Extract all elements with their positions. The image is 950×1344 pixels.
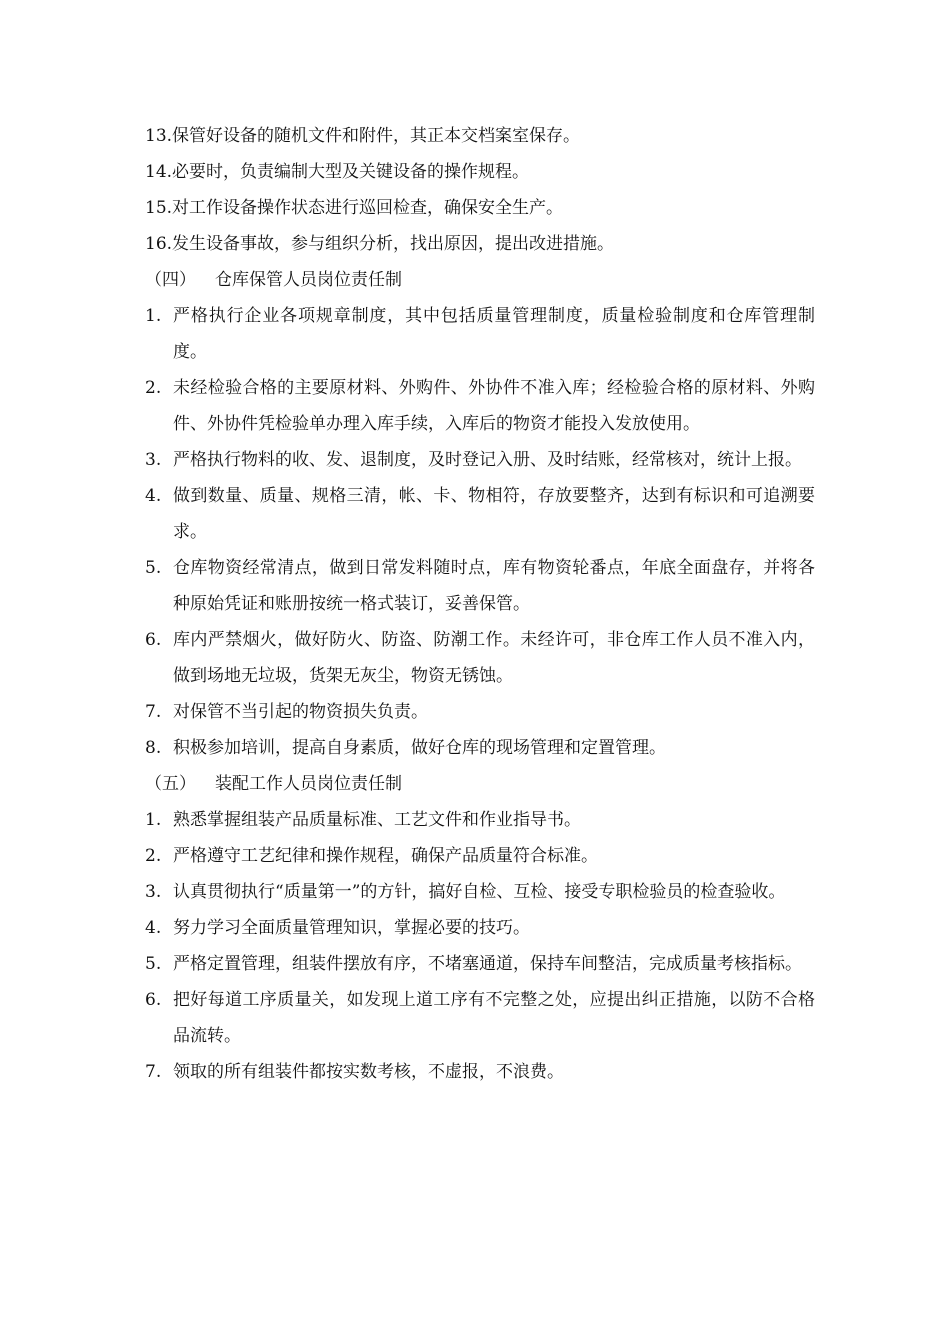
list-item [145,622,815,694]
item-number: 5. [145,954,162,974]
item-number: 14. [145,162,173,182]
item-text: 仓库物资经常清点，做到日常发料随时点，库有物资轮番点，年底全面盘存，并将各种原始凭证和账册按统一格式装订，妥善保管。 [173,558,815,614]
item-text: 严格执行企业各项规章制度，其中包括质量管理制度，质量检验制度和仓库管理制度。 [173,306,815,362]
item-text: 未经检验合格的主要原材料、外购件、外协件不准入库；经检验合格的原材料、外购件、外协件凭检验单办理入库手续，入库后的物资才能投入发放使用。 [173,378,815,434]
item-text: 严格遵守工艺纪律和操作规程，确保产品质量符合标准。 [173,846,598,866]
list-item [145,982,815,1054]
item-number: 7. [145,702,162,722]
item-number: 4. [145,486,162,506]
item-text: 努力学习全面质量管理知识，掌握必要的技巧。 [173,918,530,938]
section-number: （五） [145,774,196,794]
item-text: 积极参加培训，提高自身素质，做好仓库的现场管理和定置管理。 [173,738,666,758]
section-title: 装配工作人员岗位责任制 [215,774,402,794]
item-text: 对保管不当引起的物资损失负责。 [173,702,428,722]
list-item [145,550,815,622]
list-item [145,478,815,550]
item-number: 1. [145,306,162,326]
list-item [145,694,815,730]
list-item [145,730,815,766]
section-heading [145,262,815,298]
document-body [145,118,815,1090]
list-item [145,226,815,262]
item-text: 严格定置管理，组装件摆放有序，不堵塞通道，保持车间整洁，完成质量考核指标。 [173,954,802,974]
item-number: 2. [145,378,162,398]
list-item [145,298,815,370]
item-text: 做到数量、质量、规格三清，帐、卡、物相符，存放要整齐，达到有标识和可追溯要求。 [173,486,815,542]
item-number: 3. [145,450,162,470]
item-text: 保管好设备的随机文件和附件，其正本交档案室保存。 [172,126,581,146]
item-text: 发生设备事故，参与组织分析，找出原因，提出改进措施。 [172,234,615,254]
list-item [145,946,815,982]
item-number: 2. [145,846,162,866]
list-item [145,370,815,442]
list-item [145,838,815,874]
item-number: 13. [145,126,173,146]
section-number: （四） [145,270,196,290]
item-number: 15. [145,198,173,218]
item-text: 认真贯彻执行“质量第一”的方针，搞好自检、互检、接受专职检验员的检查验收。 [173,882,786,902]
item-text: 领取的所有组装件都按实数考核，不虚报，不浪费。 [173,1062,564,1082]
item-text: 把好每道工序质量关，如发现上道工序有不完整之处，应提出纠正措施，以防不合格品流转。 [173,990,815,1046]
list-item [145,1054,815,1090]
list-item [145,442,815,478]
item-number: 8. [145,738,162,758]
item-number: 3. [145,882,162,902]
item-number: 16. [145,234,173,254]
list-item [145,874,815,910]
section-heading [145,766,815,802]
list-item [145,910,815,946]
list-item [145,154,815,190]
list-item [145,190,815,226]
item-number: 6. [145,990,162,1010]
item-number: 4. [145,918,162,938]
item-number: 6. [145,630,162,650]
list-item [145,802,815,838]
item-number: 1. [145,810,162,830]
item-text: 熟悉掌握组装产品质量标准、工艺文件和作业指导书。 [173,810,581,830]
section-title: 仓库保管人员岗位责任制 [215,270,402,290]
item-number: 5. [145,558,162,578]
list-item [145,118,815,154]
item-text: 对工作设备操作状态进行巡回检查，确保安全生产。 [172,198,564,218]
item-text: 严格执行物料的收、发、退制度，及时登记入册、及时结账，经常核对，统计上报。 [173,450,802,470]
item-number: 7. [145,1062,162,1082]
item-text: 库内严禁烟火，做好防火、防盗、防潮工作。未经许可，非仓库工作人员不准入内，做到场地无垃圾，货架无灰尘，物资无锈蚀。 [173,630,815,686]
item-text: 必要时，负责编制大型及关键设备的操作规程。 [172,162,530,182]
